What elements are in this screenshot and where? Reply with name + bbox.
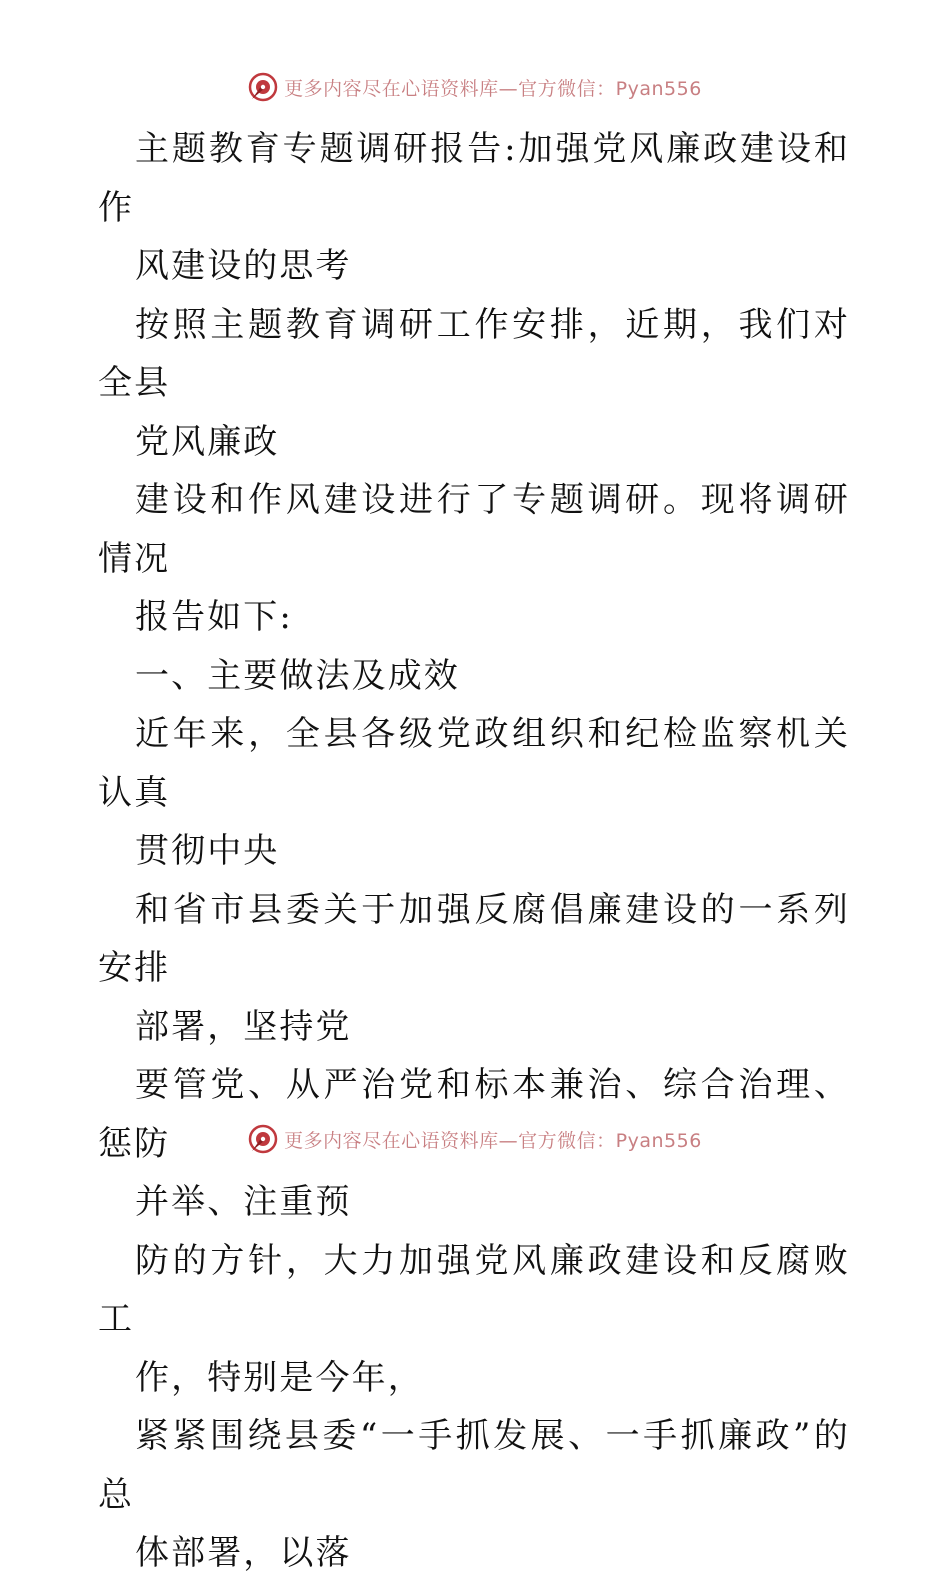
text-line: 主题教育专题调研报告:加强党风廉政建设和作 <box>98 129 850 228</box>
footer-watermark <box>0 1124 950 1154</box>
paragraph <box>98 296 850 472</box>
watermark-text: 更多内容尽在心语资料库—官方微信：Pyan556 <box>284 1129 702 1152</box>
paragraph <box>98 1232 850 1408</box>
text-line: 紧紧围绕县委“一手抓发展、一手抓廉政”的总 <box>98 1416 850 1515</box>
section-heading <box>98 647 850 706</box>
text-line: 贯彻中央 <box>135 831 280 871</box>
paragraph <box>98 471 850 647</box>
paragraph <box>98 1407 850 1583</box>
watermark-text: 更多内容尽在心语资料库—官方微信：Pyan556 <box>284 77 702 100</box>
text-line: 防的方针，大力加强党风廉政建设和反腐败工 <box>98 1240 850 1339</box>
document-title <box>98 120 850 296</box>
text-line: 并举、注重预 <box>135 1182 352 1222</box>
text-line: 党风廉政 <box>135 421 280 462</box>
text-line: 作，特别是今年， <box>135 1357 424 1398</box>
text-line: 风建设的思考 <box>135 246 352 286</box>
text-line: 按照主题教育调研工作安排，近期，我们对全县 <box>98 304 850 403</box>
text-line: 一、主要做法及成效 <box>135 655 460 696</box>
text-line: 近年来，全县各级党政组织和纪检监察机关认真 <box>98 714 850 813</box>
text-line: 部署，坚持党 <box>135 1006 352 1047</box>
pen-logo-icon <box>248 72 278 102</box>
text-line: 要管党、从严治党和标本兼治、综合治理、惩防 <box>98 1065 850 1164</box>
text-line: 和省市县委关于加强反腐倡廉建设的一系列安排 <box>98 889 850 988</box>
document-body <box>98 120 850 1583</box>
paragraph <box>98 705 850 881</box>
pen-logo-icon <box>248 1124 278 1154</box>
text-line: 建设和作风建设进行了专题调研。现将调研情况 <box>98 480 850 579</box>
header-watermark <box>0 72 950 102</box>
text-line: 报告如下: <box>135 597 293 637</box>
paragraph <box>98 881 850 1057</box>
text-line: 体部署，以落 <box>135 1533 352 1573</box>
